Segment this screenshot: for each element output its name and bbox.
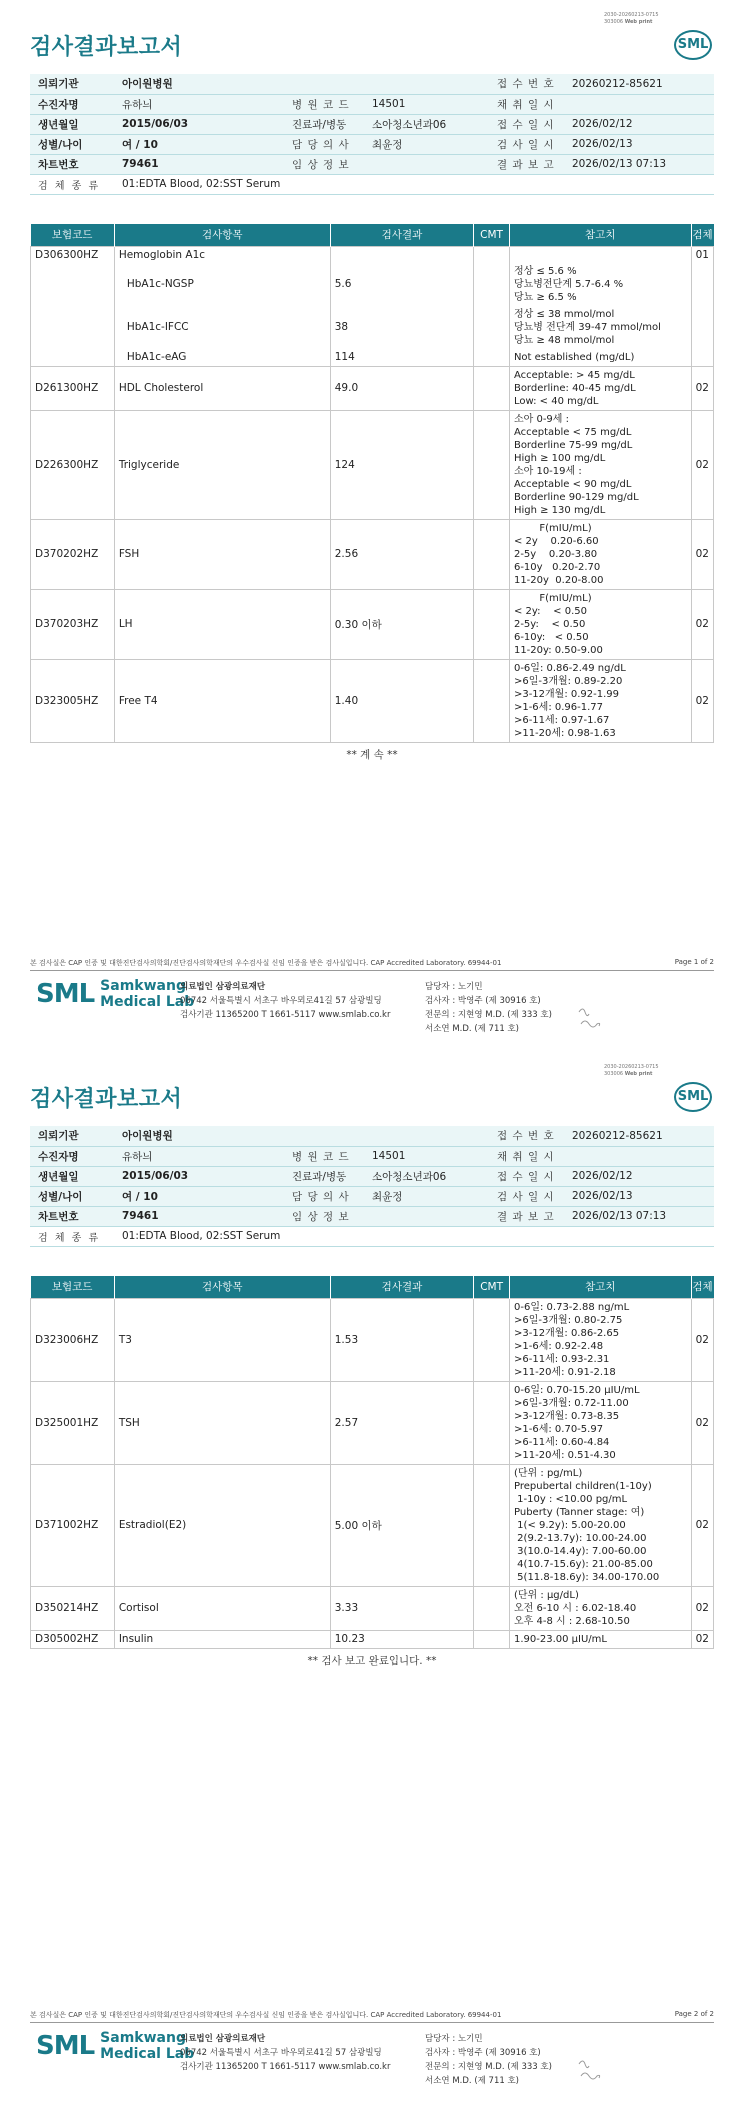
reference-line: Prepubertal children(1-10y) xyxy=(514,1480,652,1492)
result-value: 3.33 xyxy=(330,1586,473,1630)
insurance-code: D323005HZ xyxy=(31,659,115,742)
col-cmt: CMT xyxy=(474,1276,510,1298)
reference-line: 2-5y: < 0.50 xyxy=(513,618,586,630)
reference-range xyxy=(510,1464,692,1586)
org-info: 의료법인 삼광의료재단 06742 서울특별시 서초구 바우뫼로41길 57 삼광빌딩 검사기관 11365200 T 1661-5117 www.smlab.co.kr xyxy=(180,982,391,1020)
staff-info: 담당자 : 노기민 검사자 : 박영주 (제 30916 호) 전문의 : 지현영 M.D. (제 333 호) 서소연 M.D. (제 711 호) xyxy=(425,2034,552,2086)
reference-line: >1-6세: 0.70-5.97 xyxy=(514,1423,604,1435)
cmt-cell xyxy=(474,1464,510,1586)
reference-line: 당뇨 ≥ 48 mmol/mol xyxy=(513,334,615,346)
cmt-cell xyxy=(474,1381,510,1464)
insurance-code: D226300HZ xyxy=(31,410,115,519)
reference-range xyxy=(510,1630,692,1648)
reference-line: >6일-3개월: 0.72-11.00 xyxy=(514,1397,629,1409)
reference-line: 오전 6-10 시 : 6.02-18.40 xyxy=(514,1602,637,1614)
table-row xyxy=(31,589,714,659)
reference-range xyxy=(509,659,691,742)
specimen-code: 02 xyxy=(691,1630,713,1648)
result-value: 0.30 이하 xyxy=(330,589,473,659)
reference-line: 2(9.2-13.7y): 10.00-24.00 xyxy=(514,1532,647,1544)
col-specimen: 검체 xyxy=(691,224,713,246)
reference-range xyxy=(509,366,691,410)
col-test-item: 검사항목 xyxy=(114,1276,330,1298)
results-table xyxy=(30,224,714,743)
result-value: 5.6 xyxy=(330,263,473,306)
col-reference: 참고치 xyxy=(509,224,691,246)
test-item: LH xyxy=(114,589,330,659)
footer-note: 본 검사실은 CAP 인증 및 대한진단검사의학회/진단검사의학재단의 우수검사실 신임 인증을 받은 검사실입니다. CAP Accredited Laboratory. 69944-01 Page 1 of 2 xyxy=(30,958,714,967)
specimen-code: 02 xyxy=(691,1298,713,1381)
insurance-code: D370203HZ xyxy=(31,589,115,659)
reference-line: Not established (mg/dL) xyxy=(513,351,635,363)
table-row xyxy=(31,246,714,263)
reference-line: >6-11세: 0.60-4.84 xyxy=(514,1436,610,1448)
insurance-code: D261300HZ xyxy=(31,366,115,410)
cmt-cell xyxy=(474,410,510,519)
col-cmt: CMT xyxy=(474,224,510,246)
reference-line: 11-20y 0.20-8.00 xyxy=(513,574,604,586)
reference-line: >6일-3개월: 0.80-2.75 xyxy=(514,1314,623,1326)
test-item: Free T4 xyxy=(114,659,330,742)
specimen-code: 02 xyxy=(691,366,713,410)
test-item: Cortisol xyxy=(114,1586,330,1630)
reference-range xyxy=(509,263,691,306)
insurance-code: D370202HZ xyxy=(31,519,115,589)
reference-line: (단위 : pg/mL) xyxy=(514,1467,583,1479)
specimen-code: 02 xyxy=(691,1586,713,1630)
specimen-code: 02 xyxy=(691,589,713,659)
cmt-cell xyxy=(474,246,510,366)
reference-line: Borderline: 40-45 mg/dL xyxy=(513,382,636,394)
test-item: HbA1c-NGSP xyxy=(114,263,330,306)
test-item: TSH xyxy=(114,1381,330,1464)
reference-line: >1-6세: 0.92-2.48 xyxy=(514,1340,604,1352)
reference-line: 정상 ≤ 38 mmol/mol xyxy=(513,308,615,320)
col-test-item: 검사항목 xyxy=(114,224,330,246)
sml-logo-icon: SML xyxy=(674,1082,712,1112)
reference-line: 당뇨 ≥ 6.5 % xyxy=(513,291,577,303)
test-item: HbA1c-eAG xyxy=(114,349,330,367)
table-row xyxy=(31,349,714,367)
reference-line: >6-11세: 0.93-2.31 xyxy=(514,1353,610,1365)
reference-line: Borderline 75-99 mg/dL xyxy=(513,439,633,451)
reference-line: Borderline 90-129 mg/dL xyxy=(513,491,639,503)
reference-line: Puberty (Tanner stage: 여) xyxy=(514,1506,645,1518)
col-result: 검사결과 xyxy=(330,1276,473,1298)
reference-range xyxy=(509,589,691,659)
result-value: 5.00 이하 xyxy=(330,1464,473,1586)
reference-line: >6일-3개월: 0.89-2.20 xyxy=(513,675,623,687)
sml-logo-icon: SML xyxy=(674,30,712,60)
reference-line: 오후 4-8 시 : 2.68-10.50 xyxy=(514,1615,630,1627)
reference-line: Acceptable < 90 mg/dL xyxy=(513,478,632,490)
table-row xyxy=(31,519,714,589)
insurance-code: D325001HZ xyxy=(31,1381,115,1464)
reference-line: 당뇨병 전단계 39-47 mmol/mol xyxy=(513,321,661,333)
lab-logo: SML Samkwang Medical Lab xyxy=(36,978,195,1010)
test-group-name: Hemoglobin A1c xyxy=(114,246,330,263)
continue-note: ** 계 속 ** xyxy=(346,749,398,761)
reference-line: 소아 10-19세 : xyxy=(513,465,582,477)
reference-line: >11-20세: 0.51-4.30 xyxy=(514,1449,616,1461)
reference-line: 3(10.0-14.4y): 7.00-60.00 xyxy=(514,1545,647,1557)
reference-line: 정상 ≤ 5.6 % xyxy=(513,265,577,277)
table-row xyxy=(31,306,714,349)
page-title: 검사결과보고서 xyxy=(30,35,183,60)
reference-line: >3-12개월: 0.86-2.65 xyxy=(514,1327,620,1339)
reference-line: >3-12개월: 0.73-8.35 xyxy=(514,1410,620,1422)
col-insurance-code: 보험코드 xyxy=(31,1276,115,1298)
reference-range xyxy=(509,410,691,519)
reference-range xyxy=(509,519,691,589)
results-table xyxy=(30,1276,714,1649)
reference-line: (단위 : µg/dL) xyxy=(514,1589,579,1601)
cmt-cell xyxy=(474,1298,510,1381)
test-item: Triglyceride xyxy=(114,410,330,519)
reference-line: 2-5y 0.20-3.80 xyxy=(513,548,598,560)
cmt-cell xyxy=(474,1586,510,1630)
result-value: 114 xyxy=(330,349,473,367)
print-stamp: 2030-20260213-0715 303006 Web print xyxy=(604,12,659,25)
reference-range xyxy=(509,306,691,349)
col-result: 검사결과 xyxy=(330,224,473,246)
reference-line: Acceptable < 75 mg/dL xyxy=(513,426,632,438)
specimen-code: 02 xyxy=(691,1464,713,1586)
reference-line: Low: < 40 mg/dL xyxy=(513,395,599,407)
test-item: Estradiol(E2) xyxy=(114,1464,330,1586)
test-item: HbA1c-IFCC xyxy=(114,306,330,349)
specimen-code: 02 xyxy=(691,1381,713,1464)
reference-line: 1-10y : <10.00 pg/mL xyxy=(514,1493,628,1505)
org-info: 의료법인 삼광의료재단 06742 서울특별시 서초구 바우뫼로41길 57 삼광빌딩 검사기관 11365200 T 1661-5117 www.smlab.co.kr xyxy=(180,2034,391,2072)
table-row xyxy=(31,1630,714,1648)
reference-line: 6-10y: < 0.50 xyxy=(513,631,589,643)
test-item: FSH xyxy=(114,519,330,589)
completion-note: ** 검사 보고 완료입니다. ** xyxy=(307,1655,437,1667)
reference-line: F(mIU/mL) xyxy=(513,522,592,534)
table-row xyxy=(31,263,714,306)
insurance-code: D350214HZ xyxy=(31,1586,115,1630)
reference-line: 1(< 9.2y): 5.00-20.00 xyxy=(514,1519,626,1531)
table-row xyxy=(31,1298,714,1381)
result-value: 2.57 xyxy=(330,1381,473,1464)
staff-info: 담당자 : 노기민 검사자 : 박영주 (제 30916 호) 전문의 : 지현영 M.D. (제 333 호) 서소연 M.D. (제 711 호) xyxy=(425,982,552,1034)
reference-line: 당뇨병전단계 5.7-6.4 % xyxy=(513,278,624,290)
reference-line: 5(11.8-18.6y): 34.00-170.00 xyxy=(514,1571,660,1583)
result-value: 10.23 xyxy=(330,1630,473,1648)
table-row xyxy=(31,1586,714,1630)
reference-line: >11-20세: 0.91-2.18 xyxy=(514,1366,616,1378)
reference-line: < 2y: < 0.50 xyxy=(513,605,587,617)
reference-line: 0-6일: 0.70-15.20 µIU/mL xyxy=(514,1384,640,1396)
cmt-cell xyxy=(474,366,510,410)
table-row xyxy=(31,410,714,519)
table-row xyxy=(31,366,714,410)
cmt-cell xyxy=(474,519,510,589)
reference-line: 0-6일: 0.73-2.88 ng/mL xyxy=(514,1301,630,1313)
insurance-code: D323006HZ xyxy=(31,1298,115,1381)
reference-range xyxy=(510,1381,692,1464)
footer-note: 본 검사실은 CAP 인증 및 대한진단검사의학회/진단검사의학재단의 우수검사실 신임 인증을 받은 검사실입니다. CAP Accredited Laboratory. 69944-01 Page 2 of 2 xyxy=(30,2010,714,2019)
reference-line: High ≥ 130 mg/dL xyxy=(513,504,606,516)
reference-line: Acceptable: > 45 mg/dL xyxy=(513,369,635,381)
reference-range xyxy=(510,1298,692,1381)
reference-range xyxy=(509,246,691,263)
reference-range xyxy=(510,1586,692,1630)
result-value: 2.56 xyxy=(330,519,473,589)
lab-logo: SML Samkwang Medical Lab xyxy=(36,2030,195,2062)
report-page-2 xyxy=(0,1052,744,2104)
cmt-cell xyxy=(474,1630,510,1648)
reference-line: >1-6세: 0.96-1.77 xyxy=(513,701,604,713)
cmt-cell xyxy=(474,589,510,659)
col-insurance-code: 보험코드 xyxy=(31,224,115,246)
col-specimen: 검체 xyxy=(691,1276,713,1298)
sml-logo-icon: SML xyxy=(36,2031,95,2061)
patient-info-table: 의뢰기관 아이원병원 접 수 번 호 20260212-85621 수진자명 유하늬 병 원 코 드 14501 채 취 일 시 생년월일 2015/06/03 진료과/병동 소아청소년과06 접 수 일 시 2026/02/12 성별/나이 여 / 10 담 당 의 사 최윤정 검 사 일 시 2026/02/13 차트번호 79461 임 상 정 보 결 과 보 고 2026/02/13 07:13 검 체 종 류 01:EDTA Blood, 02:SST Serum xyxy=(30,1126,714,1247)
insurance-code: D305002HZ xyxy=(31,1630,115,1648)
reference-line: High ≥ 100 mg/dL xyxy=(513,452,606,464)
result-value: 124 xyxy=(330,410,473,519)
reference-line: >11-20세: 0.98-1.63 xyxy=(513,727,616,739)
specimen-code: 02 xyxy=(691,659,713,742)
print-stamp: 2030-20260213-0715 303006 Web print xyxy=(604,1064,659,1077)
cmt-cell xyxy=(474,659,510,742)
result-value: 38 xyxy=(330,306,473,349)
signature-icon xyxy=(575,1004,605,1030)
insurance-code: D306300HZ xyxy=(31,246,115,366)
specimen-code: 02 xyxy=(691,519,713,589)
test-item: T3 xyxy=(114,1298,330,1381)
signature-icon xyxy=(575,2056,605,2082)
reference-line: 6-10y 0.20-2.70 xyxy=(513,561,601,573)
result-value xyxy=(330,246,473,263)
col-reference: 참고치 xyxy=(510,1276,692,1298)
reference-line: 1.90-23.00 µIU/mL xyxy=(514,1633,607,1645)
specimen-code: 01 xyxy=(691,246,713,366)
sml-logo-icon: SML xyxy=(36,979,95,1009)
test-item: Insulin xyxy=(114,1630,330,1648)
footer-divider xyxy=(30,2022,714,2023)
reference-line: 4(10.7-15.6y): 21.00-85.00 xyxy=(514,1558,653,1570)
result-value: 1.53 xyxy=(330,1298,473,1381)
table-row xyxy=(31,1381,714,1464)
reference-line: 소아 0-9세 : xyxy=(513,413,569,425)
result-value: 1.40 xyxy=(330,659,473,742)
table-row xyxy=(31,1464,714,1586)
specimen-code: 02 xyxy=(691,410,713,519)
reference-line: F(mIU/mL) xyxy=(513,592,592,604)
reference-line: >3-12개월: 0.92-1.99 xyxy=(513,688,620,700)
footer-divider xyxy=(30,970,714,971)
reference-line: >6-11세: 0.97-1.67 xyxy=(513,714,610,726)
insurance-code: D371002HZ xyxy=(31,1464,115,1586)
page-title: 검사결과보고서 xyxy=(30,1087,183,1112)
reference-range xyxy=(509,349,691,367)
reference-line: 11-20y: 0.50-9.00 xyxy=(513,644,603,656)
patient-info-table: 의뢰기관 아이원병원 접 수 번 호 20260212-85621 수진자명 유하늬 병 원 코 드 14501 채 취 일 시 생년월일 2015/06/03 진료과/병동 소아청소년과06 접 수 일 시 2026/02/12 성별/나이 여 / 10 담 당 의 사 최윤정 검 사 일 시 2026/02/13 차트번호 79461 임 상 정 보 결 과 보 고 2026/02/13 07:13 검 체 종 류 01:EDTA Blood, 02:SST Serum xyxy=(30,74,714,195)
table-row xyxy=(31,659,714,742)
reference-line: < 2y 0.20-6.60 xyxy=(513,535,599,547)
result-value: 49.0 xyxy=(330,366,473,410)
test-item: HDL Cholesterol xyxy=(114,366,330,410)
reference-line: 0-6일: 0.86-2.49 ng/dL xyxy=(513,662,626,674)
